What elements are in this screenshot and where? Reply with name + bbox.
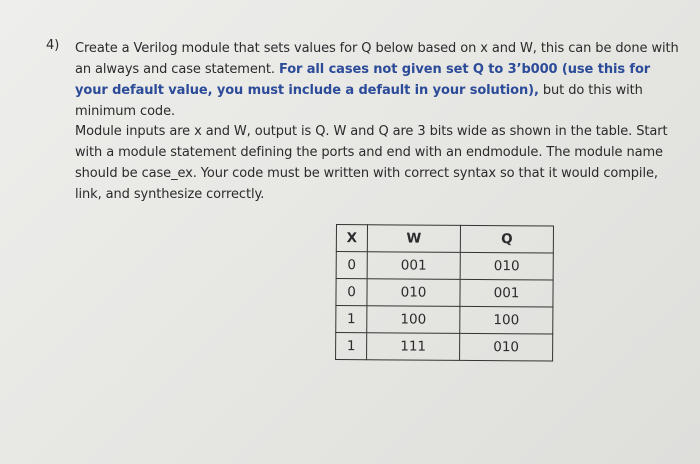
cell-w: 010 — [367, 279, 460, 307]
cell-x: 1 — [336, 306, 367, 333]
table-row — [336, 306, 553, 335]
header-w: W — [367, 225, 460, 253]
cell-w: 100 — [367, 306, 460, 334]
cell-q: 010 — [460, 333, 553, 361]
cell-x: 1 — [336, 333, 367, 360]
cell-x: 0 — [336, 252, 367, 279]
cell-w: 111 — [367, 333, 460, 361]
header-q: Q — [460, 225, 553, 253]
header-x: X — [336, 225, 367, 252]
table-row — [336, 333, 553, 362]
table-row — [336, 252, 553, 281]
question-paragraph-2: Module inputs are x and W, output is Q. W and Q are 3 bits wide as shown in the table. Start with a module statement defining the ports and end with an endmodule. The module name should be case_ex. Your code must be written with correct syntax so that it would compile, link, and synthesize correctly. — [75, 124, 668, 202]
cell-w: 001 — [367, 252, 460, 280]
question-paragraph-1 — [75, 38, 687, 122]
question-highlight: For all cases not given set Q to 3’b000 (use this for your default value, you must include a default in your solution), — [75, 62, 651, 98]
truth-table — [335, 224, 554, 362]
question-outro: but do this with minimum code. — [75, 83, 643, 119]
cell-x: 0 — [336, 279, 367, 306]
table-header-row — [336, 225, 553, 254]
question-number: 4) — [46, 38, 60, 53]
cell-q: 001 — [460, 279, 553, 307]
cell-q: 010 — [460, 252, 553, 280]
table-row — [336, 279, 553, 308]
cell-q: 100 — [460, 306, 553, 334]
question-intro: Create a Verilog module that sets values for Q below based on x and W, this can be done with an always and case statement. — [75, 41, 679, 77]
